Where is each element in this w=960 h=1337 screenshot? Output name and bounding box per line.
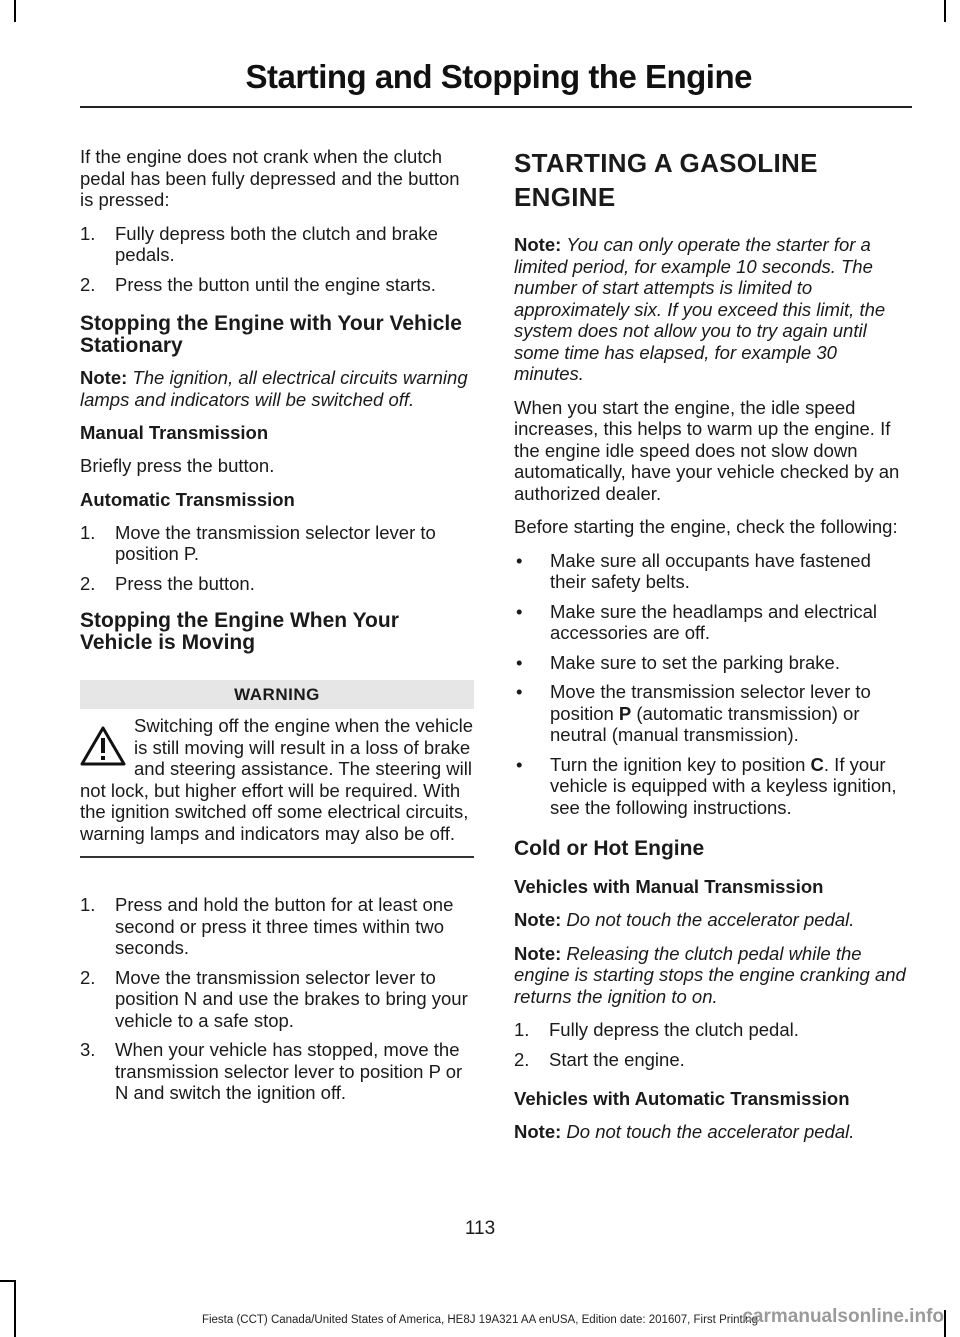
note-accelerator-manual: Note: Do not touch the accelerator pedal.: [514, 909, 855, 930]
warning-text: Switching off the engine when the vehicle is still moving will result in a loss of brake and steering assistance. The steering will not lock, but higher effort will be required. With the ignition switched off some electrical circuits, warning lamps and indicators may also be off.: [80, 715, 474, 844]
right-column: [514, 146, 908, 1155]
page-number: 113: [464, 1218, 496, 1239]
cold-hot-heading: Cold or Hot Engine: [514, 837, 705, 860]
footer-edition: Fiesta (CCT) Canada/United States of America, HE8J 19A321 AA enUSA, Edition date: 201607, First Printing: [201, 1314, 759, 1326]
warning-body: [80, 709, 474, 858]
automatic-steps: [80, 522, 474, 595]
note-accelerator-automatic: Note: Do not touch the accelerator pedal.: [514, 1121, 855, 1142]
list-item: 3. When your vehicle has stopped, move the transmission selector lever to position P or N and switch the ignition off.: [80, 1039, 463, 1103]
before-starting-paragraph: Before starting the engine, check the following:: [514, 516, 898, 537]
list-item: 1. Fully depress the clutch pedal.: [514, 1019, 799, 1040]
crop-mark-top-left-v: [14, 0, 16, 22]
vehicles-automatic-heading: Vehicles with Automatic Transmission: [514, 1088, 850, 1109]
vehicles-manual-heading: Vehicles with Manual Transmission: [514, 876, 824, 897]
crop-mark-bottom-left-h: [0, 1280, 16, 1282]
list-item: • Turn the ignition key to position C. If your vehicle is equipped with a keyless ignition, see the following instructions.: [516, 753, 897, 818]
page-title: Starting and Stopping the Engine: [245, 58, 752, 95]
list-item: • Make sure the headlamps and electrical accessories are off.: [516, 600, 878, 643]
list-item: 1. Fully depress both the clutch and brake pedals.: [80, 222, 438, 265]
manual-transmission-heading: Manual Transmission: [80, 422, 269, 443]
stationary-heading: Stopping the Engine with Your Vehicle Stationary: [80, 312, 462, 357]
list-item: 2. Start the engine.: [514, 1048, 685, 1070]
warning-box: [80, 680, 474, 858]
list-item: • Move the transmission selector lever to position P (automatic transmission) or neutral (manual transmission).: [516, 681, 871, 745]
warning-title: WARNING: [80, 680, 474, 709]
watermark: carmanualsonline.info: [742, 1306, 944, 1327]
intro-steps: [80, 223, 474, 296]
warning-triangle-icon: [80, 725, 126, 767]
list-item: 2. Press the button.: [80, 572, 255, 594]
list-item: • Make sure all occupants have fastened their safety belts.: [516, 549, 871, 592]
warning-rule: [80, 856, 474, 858]
moving-heading: Stopping the Engine When Your Vehicle is Moving: [80, 609, 399, 654]
list-item: • Make sure to set the parking brake.: [516, 651, 840, 673]
left-column: [80, 146, 474, 1116]
note-starter-limit: Note: You can only operate the starter for a limited period, for example 10 seconds. The number of start attempts is limited to approximately six. If you exceed this limit, the system does not allow you to try again until some time has elapsed, for example 30 minutes.: [514, 234, 886, 384]
idle-speed-paragraph: When you start the engine, the idle speed increases, this helps to warm up the engine. If the engine idle speed does not slow down automatically, have your vehicle checked by an authorized dealer.: [514, 396, 900, 504]
manual-transmission-text: Briefly press the button.: [80, 455, 275, 476]
intro-paragraph: If the engine does not crank when the clutch pedal has been fully depressed and the button is pressed:: [80, 146, 460, 210]
moving-steps: [80, 894, 474, 1104]
checklist: [514, 550, 908, 819]
list-item: 1. Move the transmission selector lever to position P.: [80, 521, 436, 564]
note-clutch-release: Note: Releasing the clutch pedal while the engine is starting stops the engine cranking and returns the ignition to on.: [514, 942, 906, 1007]
list-item: 2. Press the button until the engine starts.: [80, 273, 436, 295]
automatic-transmission-heading: Automatic Transmission: [80, 488, 295, 510]
list-item: 1. Press and hold the button for at least one second or press it three times within two seconds.: [80, 894, 454, 958]
crop-mark-top-right-v: [944, 0, 946, 22]
crop-mark-bottom-left-v: [14, 1280, 16, 1337]
manual-start-steps: [514, 1019, 908, 1070]
header-rule: [80, 106, 912, 108]
list-item: 2. Move the transmission selector lever to position N and use the brakes to bring your vehicle to a safe stop.: [80, 966, 468, 1031]
main-heading: STARTING A GASOLINE ENGINE: [514, 148, 818, 212]
stationary-note: Note: The ignition, all electrical circuits warning lamps and indicators will be switched off.: [80, 367, 468, 410]
